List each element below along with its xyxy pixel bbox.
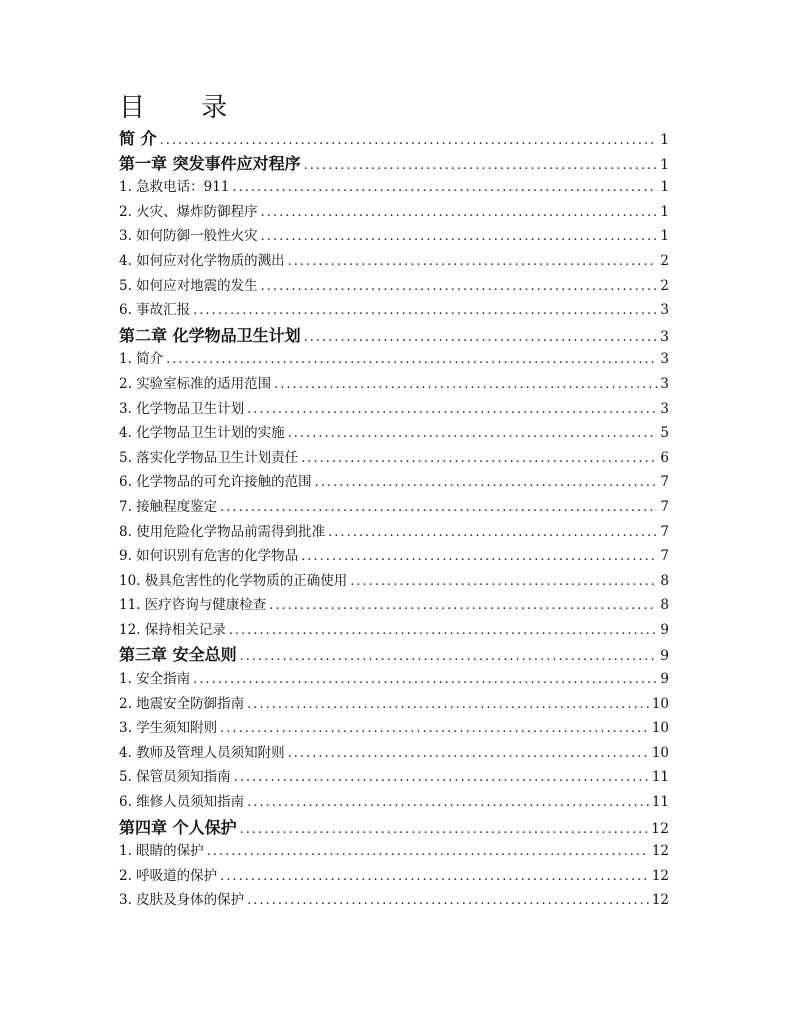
dot-leader [160,133,658,148]
toc-entry-label: 6. 化学物品的可允许接触的范围 [119,474,312,491]
dot-leader [288,746,649,761]
toc-entry-label: 1. 简介 [119,351,164,368]
toc-section-entry[interactable] [119,741,669,766]
toc-chapter-entry[interactable] [119,151,669,176]
toc-page-number: 8 [660,572,669,589]
toc-section-entry[interactable] [119,298,669,323]
toc-entry-label: 3. 皮肤及身体的保护 [119,892,245,909]
toc-section-entry[interactable] [119,864,669,889]
toc-section-entry[interactable] [119,716,669,741]
dot-leader [288,254,658,269]
toc-entry-label: 第二章 化学物品卫生计划 [119,325,301,345]
table-of-contents [119,126,669,913]
dot-leader [234,770,649,785]
dot-leader [193,303,657,318]
toc-entry-label: 2. 火灾、爆炸防御程序 [119,203,258,220]
toc-entry-label: 3. 学生须知附则 [119,720,218,737]
dot-leader [261,205,658,220]
toc-entry-label: 2. 呼吸道的保护 [119,867,218,884]
toc-section-entry[interactable] [119,888,669,913]
dot-leader [304,330,658,345]
toc-entry-label: 第一章 突发事件应对程序 [119,153,301,173]
toc-entry-label: 5. 如何应对地震的发生 [119,277,258,294]
toc-section-entry[interactable] [119,765,669,790]
toc-section-entry[interactable] [119,249,669,274]
toc-entry-label: 3. 化学物品卫生计划 [119,400,245,417]
toc-page-number: 12 [651,867,669,884]
toc-page-number: 8 [660,597,669,614]
dot-leader [261,229,658,244]
toc-chapter-entry[interactable] [119,126,669,151]
dot-leader [350,574,657,589]
toc-entry-label: 4. 教师及管理人员须知附则 [119,744,285,761]
toc-page-number: 3 [660,400,669,417]
dot-leader [301,451,657,466]
toc-page-number: 7 [660,548,669,565]
toc-section-entry[interactable] [119,421,669,446]
toc-page-number: 1 [660,228,669,245]
dot-leader [220,500,657,515]
toc-entry-label: 1. 眼睛的保护 [119,843,204,860]
toc-entry-label: 6. 维修人员须知指南 [119,794,245,811]
dot-leader [269,598,657,613]
toc-section-entry[interactable] [119,446,669,471]
dot-leader [166,352,657,367]
toc-page-number: 11 [651,794,669,811]
toc-entry-label: 5. 落实化学物品卫生计划责任 [119,449,299,466]
dot-leader [274,377,657,392]
toc-page-number: 11 [651,769,669,786]
toc-page-number: 1 [660,132,669,148]
dot-leader [304,158,658,173]
toc-page-number: 10 [651,695,669,712]
toc-section-entry[interactable] [119,224,669,249]
toc-section-entry[interactable] [119,274,669,299]
toc-page-number: 12 [651,843,669,860]
toc-page-number: 6 [660,449,669,466]
dot-leader [247,795,649,810]
toc-chapter-entry[interactable] [119,642,669,667]
toc-section-entry[interactable] [119,790,669,815]
dot-leader [328,525,657,540]
toc-entry-label: 11. 医疗咨询与健康检查 [119,597,267,614]
toc-entry-label: 8. 使用危险化学物品前需得到批准 [119,523,326,540]
toc-page-number: 3 [660,351,669,368]
toc-page-number: 7 [660,523,669,540]
dot-leader [220,869,649,884]
toc-page-number: 5 [660,425,669,442]
toc-page-number: 1 [660,156,669,173]
toc-page-number: 3 [660,328,669,345]
toc-page-number: 2 [660,252,669,269]
dot-leader [247,402,657,417]
dot-leader [229,623,658,638]
toc-section-entry[interactable] [119,347,669,372]
toc-entry-label: 4. 化学物品卫生计划的实施 [119,425,285,442]
toc-entry-label: 6. 事故汇报 [119,302,191,319]
dot-leader [301,549,657,564]
toc-entry-label: 12. 保持相关记录 [119,621,226,638]
toc-entry-label: 简 介 [119,129,157,148]
toc-page-number: 12 [651,892,669,909]
toc-chapter-entry[interactable] [119,815,669,840]
toc-section-entry[interactable] [119,544,669,569]
toc-entry-label: 1. 急救电话：911 [119,179,230,196]
toc-section-entry[interactable] [119,667,669,692]
toc-section-entry[interactable] [119,520,669,545]
toc-entry-label: 第四章 个人保护 [119,817,237,837]
dot-leader [193,672,657,687]
toc-section-entry[interactable] [119,839,669,864]
toc-entry-label: 第三章 安全总则 [119,645,237,665]
toc-entry-label: 3. 如何防御一般性火灾 [119,228,258,245]
toc-page-number: 7 [660,474,669,491]
toc-entry-label: 10. 极具危害性的化学物质的正确使用 [119,572,348,589]
toc-section-entry[interactable] [119,569,669,594]
toc-entry-label: 4. 如何应对化学物质的溅出 [119,252,285,269]
toc-entry-label: 2. 实验室标准的适用范围 [119,375,272,392]
toc-section-entry[interactable] [119,200,669,225]
dot-leader [220,721,649,736]
dot-leader [232,180,657,195]
toc-section-entry[interactable] [119,593,669,618]
dot-leader [261,279,658,294]
toc-entry-label: 7. 接触程度鉴定 [119,498,218,515]
toc-section-entry[interactable] [119,175,669,200]
toc-page-number: 10 [651,720,669,737]
dot-leader [247,697,649,712]
toc-page-number: 10 [651,744,669,761]
toc-entry-label: 5. 保管员须知指南 [119,769,231,786]
toc-page-number: 3 [660,302,669,319]
toc-section-entry[interactable] [119,495,669,520]
dot-leader [288,426,658,441]
toc-section-entry[interactable] [119,692,669,717]
toc-section-entry[interactable] [119,372,669,397]
toc-section-entry[interactable] [119,397,669,422]
toc-entry-label: 2. 地震安全防御指南 [119,695,245,712]
toc-section-entry[interactable] [119,470,669,495]
toc-page-number: 7 [660,498,669,515]
toc-section-entry[interactable] [119,618,669,643]
toc-page-number: 12 [651,820,669,837]
toc-title: 目 录 [119,93,252,123]
toc-entry-label: 9. 如何识别有危害的化学物品 [119,548,299,565]
toc-entry-label: 1. 安全指南 [119,671,191,688]
toc-page-number: 3 [660,375,669,392]
dot-leader [207,844,649,859]
toc-page-number: 1 [660,179,669,196]
toc-page-number: 9 [660,621,669,638]
toc-page-number: 9 [660,671,669,688]
dot-leader [315,475,658,490]
dot-leader [240,822,649,837]
toc-page-number: 2 [660,277,669,294]
toc-chapter-entry[interactable] [119,323,669,348]
dot-leader [240,649,658,664]
toc-page-number: 1 [660,203,669,220]
dot-leader [247,893,649,908]
toc-page-number: 9 [660,648,669,665]
